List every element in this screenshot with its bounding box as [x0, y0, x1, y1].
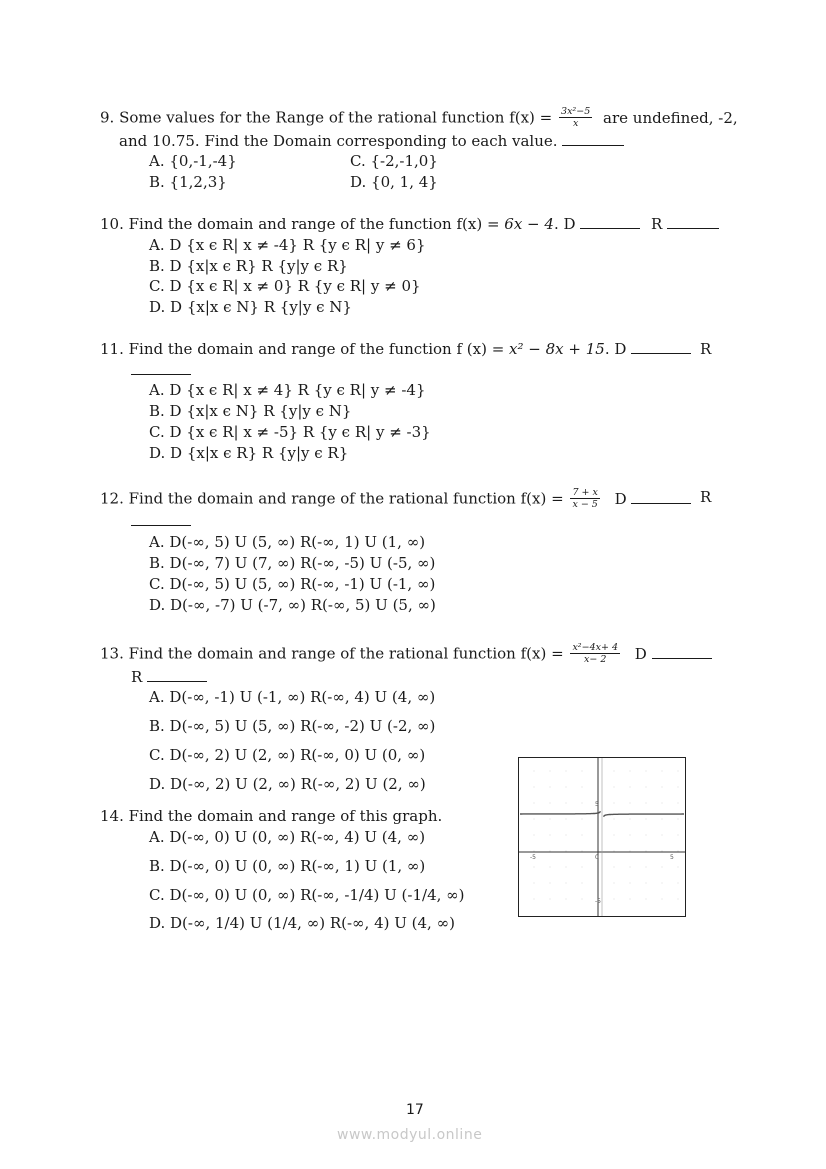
x-tick-pos: 5 — [670, 854, 674, 861]
grid-dot — [630, 883, 631, 884]
answer-blank — [147, 669, 207, 682]
grid-dot — [646, 787, 647, 788]
answer-blank — [631, 491, 691, 504]
q9-option-b: B. {1,2,3} — [149, 173, 227, 191]
grid-dot — [630, 851, 631, 852]
y-tick-neg: -5 — [595, 898, 601, 905]
grid-dot — [582, 787, 583, 788]
grid-dot — [678, 835, 679, 836]
answer-blank — [667, 216, 719, 229]
grid-dot — [534, 819, 535, 820]
y-tick-pos: 5 — [595, 801, 599, 808]
q13-stem: 13. Find the domain and range of the rational function f(x) = $\frac{\text{x²−4x+ 4}}{x- 2}$ D — [100, 643, 712, 666]
q14-option-a: A. D(-∞, 0) U (0, ∞) R(-∞, 4) U (4, ∞) — [149, 828, 426, 846]
q9-stem-line1: 9. Some values for the Range of the rational function f(x) = $\frac{\text{3x²−5}}{x}$ are undefined, -2, — [100, 106, 738, 129]
grid-dot — [582, 819, 583, 820]
q14-option-d: D. D(-∞, 1/4) U (1/4, ∞) R(-∞, 4) U (4, ∞) — [149, 914, 455, 932]
grid-dot — [550, 771, 551, 772]
grid-dot — [614, 851, 615, 852]
grid-dot — [534, 883, 535, 884]
q9-fraction: $\frac{\text{3x²−5}}{x}$ — [561, 106, 591, 129]
grid-dot — [662, 851, 663, 852]
answer-blank — [131, 513, 191, 526]
q12-option-c: C. D(-∞, 5) U (5, ∞) R(-∞, -1) U (-1, ∞) — [149, 575, 436, 593]
grid-dot — [662, 883, 663, 884]
q10-stem: 10. Find the domain and range of the function f(x) = 6x − 4. D — [100, 215, 640, 233]
grid-dot — [630, 867, 631, 868]
grid-dot — [646, 899, 647, 900]
q10-option-a: A. D {x ϵ R| x ≠ -4} R {y ϵ R| y ≠ 6} — [149, 236, 426, 254]
grid-dot — [534, 771, 535, 772]
rational-function-graph — [518, 757, 686, 917]
grid-dot — [662, 835, 663, 836]
q12-option-d: D. D(-∞, -7) U (-7, ∞) R(-∞, 5) U (5, ∞) — [149, 596, 436, 614]
q13-option-b: B. D(-∞, 5) U (5, ∞) R(-∞, -2) U (-2, ∞) — [149, 717, 436, 735]
q14-option-b: B. D(-∞, 0) U (0, ∞) R(-∞, 1) U (1, ∞) — [149, 857, 426, 875]
grid-dot — [550, 867, 551, 868]
grid-dot — [678, 851, 679, 852]
grid-dot — [566, 867, 567, 868]
answer-blank — [562, 133, 624, 146]
q13-option-c: C. D(-∞, 2) U (2, ∞) R(-∞, 0) U (0, ∞) — [149, 746, 426, 764]
grid-dot — [566, 835, 567, 836]
grid-dot — [550, 787, 551, 788]
q11-option-d: D. D {x|x ϵ R} R {y|y ϵ R} — [149, 444, 349, 462]
q10-option-b: B. D {x|x ϵ R} R {y|y ϵ R} — [149, 257, 348, 275]
grid-dot — [678, 771, 679, 772]
grid-dot — [550, 835, 551, 836]
grid-dot — [646, 883, 647, 884]
grid-dot — [566, 771, 567, 772]
page-number: 17 — [406, 1102, 424, 1118]
grid-dot — [662, 867, 663, 868]
grid-dot — [614, 819, 615, 820]
grid-dot — [678, 867, 679, 868]
grid-dot — [582, 835, 583, 836]
q13-range-label: R — [131, 668, 207, 686]
watermark: www.modyul.online — [337, 1127, 483, 1143]
x-tick-zero: 0 — [595, 854, 599, 861]
q9-option-d: D. {0, 1, 4} — [350, 173, 438, 191]
q10-option-c: C. D {x ϵ R| x ≠ 0} R {y ϵ R| y ≠ 0} — [149, 277, 421, 295]
grid-dot — [614, 899, 615, 900]
q10-option-d: D. D {x|x ϵ N} R {y|y ϵ N} — [149, 298, 352, 316]
grid-dot — [662, 787, 663, 788]
q9-option-a: A. {0,-1,-4} — [149, 152, 237, 170]
grid-dot — [614, 883, 615, 884]
q14-option-c: C. D(-∞, 0) U (0, ∞) R(-∞, -1/4) U (-1/4, ∞) — [149, 886, 465, 904]
grid-dot — [582, 851, 583, 852]
grid-dot — [534, 899, 535, 900]
q12-option-b: B. D(-∞, 7) U (7, ∞) R(-∞, -5) U (-5, ∞) — [149, 554, 436, 572]
q11-option-a: A. D {x ϵ R| x ≠ 4} R {y ϵ R| y ≠ -4} — [149, 381, 426, 399]
grid-dot — [582, 771, 583, 772]
grid-dot — [678, 883, 679, 884]
grid-dot — [646, 835, 647, 836]
grid-dot — [630, 899, 631, 900]
grid-dot — [662, 899, 663, 900]
q13-option-d: D. D(-∞, 2) U (2, ∞) R(-∞, 2) U (2, ∞) — [149, 775, 426, 793]
grid-dot — [550, 899, 551, 900]
grid-dot — [646, 803, 647, 804]
grid-dot — [678, 787, 679, 788]
grid-dot — [614, 835, 615, 836]
q11-stem: 11. Find the domain and range of the function f (x) = x² − 8x + 15. D — [100, 340, 691, 358]
grid-dot — [630, 835, 631, 836]
answer-blank — [652, 646, 712, 659]
grid-dot — [566, 851, 567, 852]
grid-dot — [630, 819, 631, 820]
grid-dot — [550, 819, 551, 820]
grid-dot — [614, 787, 615, 788]
grid-dot — [534, 867, 535, 868]
q13-option-a: A. D(-∞, -1) U (-1, ∞) R(-∞, 4) U (4, ∞) — [149, 688, 436, 706]
grid-dot — [678, 819, 679, 820]
q12-range-label: R — [700, 488, 712, 506]
q9-option-c: C. {-2,-1,0} — [350, 152, 438, 170]
grid-dot — [550, 803, 551, 804]
grid-dot — [582, 867, 583, 868]
answer-blank — [580, 216, 640, 229]
grid-dot — [550, 851, 551, 852]
grid-dot — [566, 899, 567, 900]
q9-stem-line2: and 10.75. Find the Domain corresponding to each value. — [119, 132, 624, 150]
q11-option-b: B. D {x|x ϵ N} R {y|y ϵ N} — [149, 402, 352, 420]
q14-stem: 14. Find the domain and range of this graph. — [100, 807, 443, 825]
grid-dot — [550, 883, 551, 884]
grid-dot — [678, 899, 679, 900]
grid-dot — [534, 803, 535, 804]
q11-range-label: R — [700, 340, 712, 358]
grid-dot — [582, 803, 583, 804]
grid-dot — [582, 883, 583, 884]
grid-dot — [614, 867, 615, 868]
grid-dot — [534, 851, 535, 852]
grid-dot — [582, 899, 583, 900]
q11-range-blank — [131, 361, 191, 379]
grid-dot — [646, 771, 647, 772]
answer-blank — [131, 362, 191, 375]
grid-dot — [630, 771, 631, 772]
grid-dot — [566, 883, 567, 884]
grid-dot — [630, 787, 631, 788]
grid-dot — [646, 819, 647, 820]
grid-dot — [614, 803, 615, 804]
x-tick-neg: -5 — [530, 854, 536, 861]
grid-dot — [534, 835, 535, 836]
q12-stem: 12. Find the domain and range of the rational function f(x) = $\frac{7 + x}{x - 5}$ D — [100, 488, 691, 511]
grid-dot — [566, 803, 567, 804]
q11-option-c: C. D {x ϵ R| x ≠ -5} R {y ϵ R| y ≠ -3} — [149, 423, 431, 441]
answer-blank — [631, 341, 691, 354]
grid-dot — [534, 787, 535, 788]
grid-dot — [566, 819, 567, 820]
q12-range-blank — [131, 512, 191, 530]
grid-dot — [662, 819, 663, 820]
q10-range-label: R — [651, 215, 719, 233]
grid-dot — [566, 787, 567, 788]
q12-fraction: $\frac{7 + x}{x - 5}$ — [572, 487, 598, 510]
grid-dot — [662, 771, 663, 772]
grid-dot — [662, 803, 663, 804]
grid-dot — [646, 851, 647, 852]
grid-dot — [678, 803, 679, 804]
q12-option-a: A. D(-∞, 5) U (5, ∞) R(-∞, 1) U (1, ∞) — [149, 533, 426, 551]
grid-dot — [630, 803, 631, 804]
grid-dot — [614, 771, 615, 772]
q13-fraction: $\frac{\text{x²−4x+ 4}}{x- 2}$ — [572, 642, 618, 665]
grid-dot — [646, 867, 647, 868]
